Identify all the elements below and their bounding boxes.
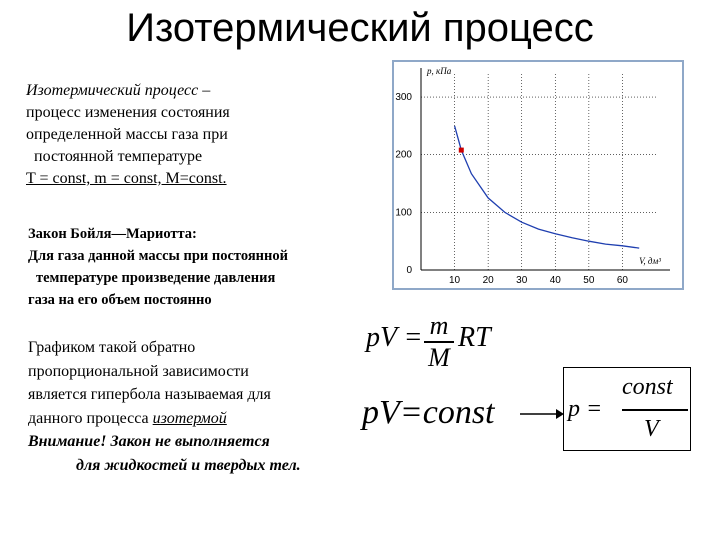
law-line-2: Для газа данной массы при постоянной [28,248,288,264]
definition-line-1: Изотермический процесс – [26,82,211,99]
ideal-gas-rhs: RT [458,322,491,353]
graph-line-4-prefix: данного процесса [28,409,153,427]
ideal-gas-fraction [424,312,454,372]
x-tick-label: 10 [449,275,461,286]
graph-description [28,336,368,477]
law-line-4: газа на его объем постоянно [28,292,212,308]
ideal-gas-formula [366,312,516,370]
ideal-gas-denominator: M [428,343,450,372]
right-arrow-icon [520,408,564,420]
boyle-lhs: pV [362,394,400,431]
x-axis-label: V, дм³ [639,256,661,266]
boyle-rhs: const [422,394,495,431]
warning-line-2: для жидкостей и твердых тел. [76,456,301,474]
definition-line-5: T = const, m = const, M=const. [26,170,227,187]
law-text [28,223,373,311]
y-tick-label: 0 [406,265,412,276]
graph-line-2: пропорциональной зависимости [28,362,249,380]
y-tick-label: 300 [395,92,412,104]
x-tick-label: 30 [516,275,528,286]
y-tick-label: 100 [395,207,412,219]
definition-text [26,80,356,190]
x-tick-label: 40 [549,275,561,286]
result-lhs: p = [568,396,603,422]
law-line-3: температуре произведение давления [36,270,276,286]
definition-line-3: определенной массы газа при [26,126,228,143]
result-fraction-bar [622,409,688,411]
x-tick-label: 50 [583,275,595,286]
boyle-formula [362,394,495,432]
result-formula-box [563,367,691,451]
definition-line-2: процесс изменения состояния [26,104,230,121]
isotherm-chart [392,60,684,290]
graph-line-3: является гипербола называемая для [28,386,271,403]
equals-sign: = [399,394,423,431]
graph-line-4 [28,407,368,431]
chart-svg [394,62,682,288]
ideal-gas-lhs: pV = [366,322,423,353]
ideal-gas-numerator: m [429,311,449,340]
result-denominator: V [644,416,659,442]
y-tick-label: 200 [395,149,412,161]
graph-line-1: Графиком такой обратно [28,339,196,356]
isotherm-term: изотермой [152,409,227,427]
y-axis-label: p, кПа [427,66,452,76]
state-point-marker [459,148,464,153]
law-line-1: Закон Бойля—Мариотта: [28,226,197,242]
isotherm-curve [455,126,640,248]
warning-line-1: Внимание! Закон не выполняется [28,433,270,450]
x-tick-label: 60 [616,275,628,286]
page-title: Изотермический процесс [126,6,594,50]
definition-line-4: постоянной температуре [34,148,203,165]
x-tick-label: 20 [482,275,494,286]
result-numerator: const [622,374,673,400]
